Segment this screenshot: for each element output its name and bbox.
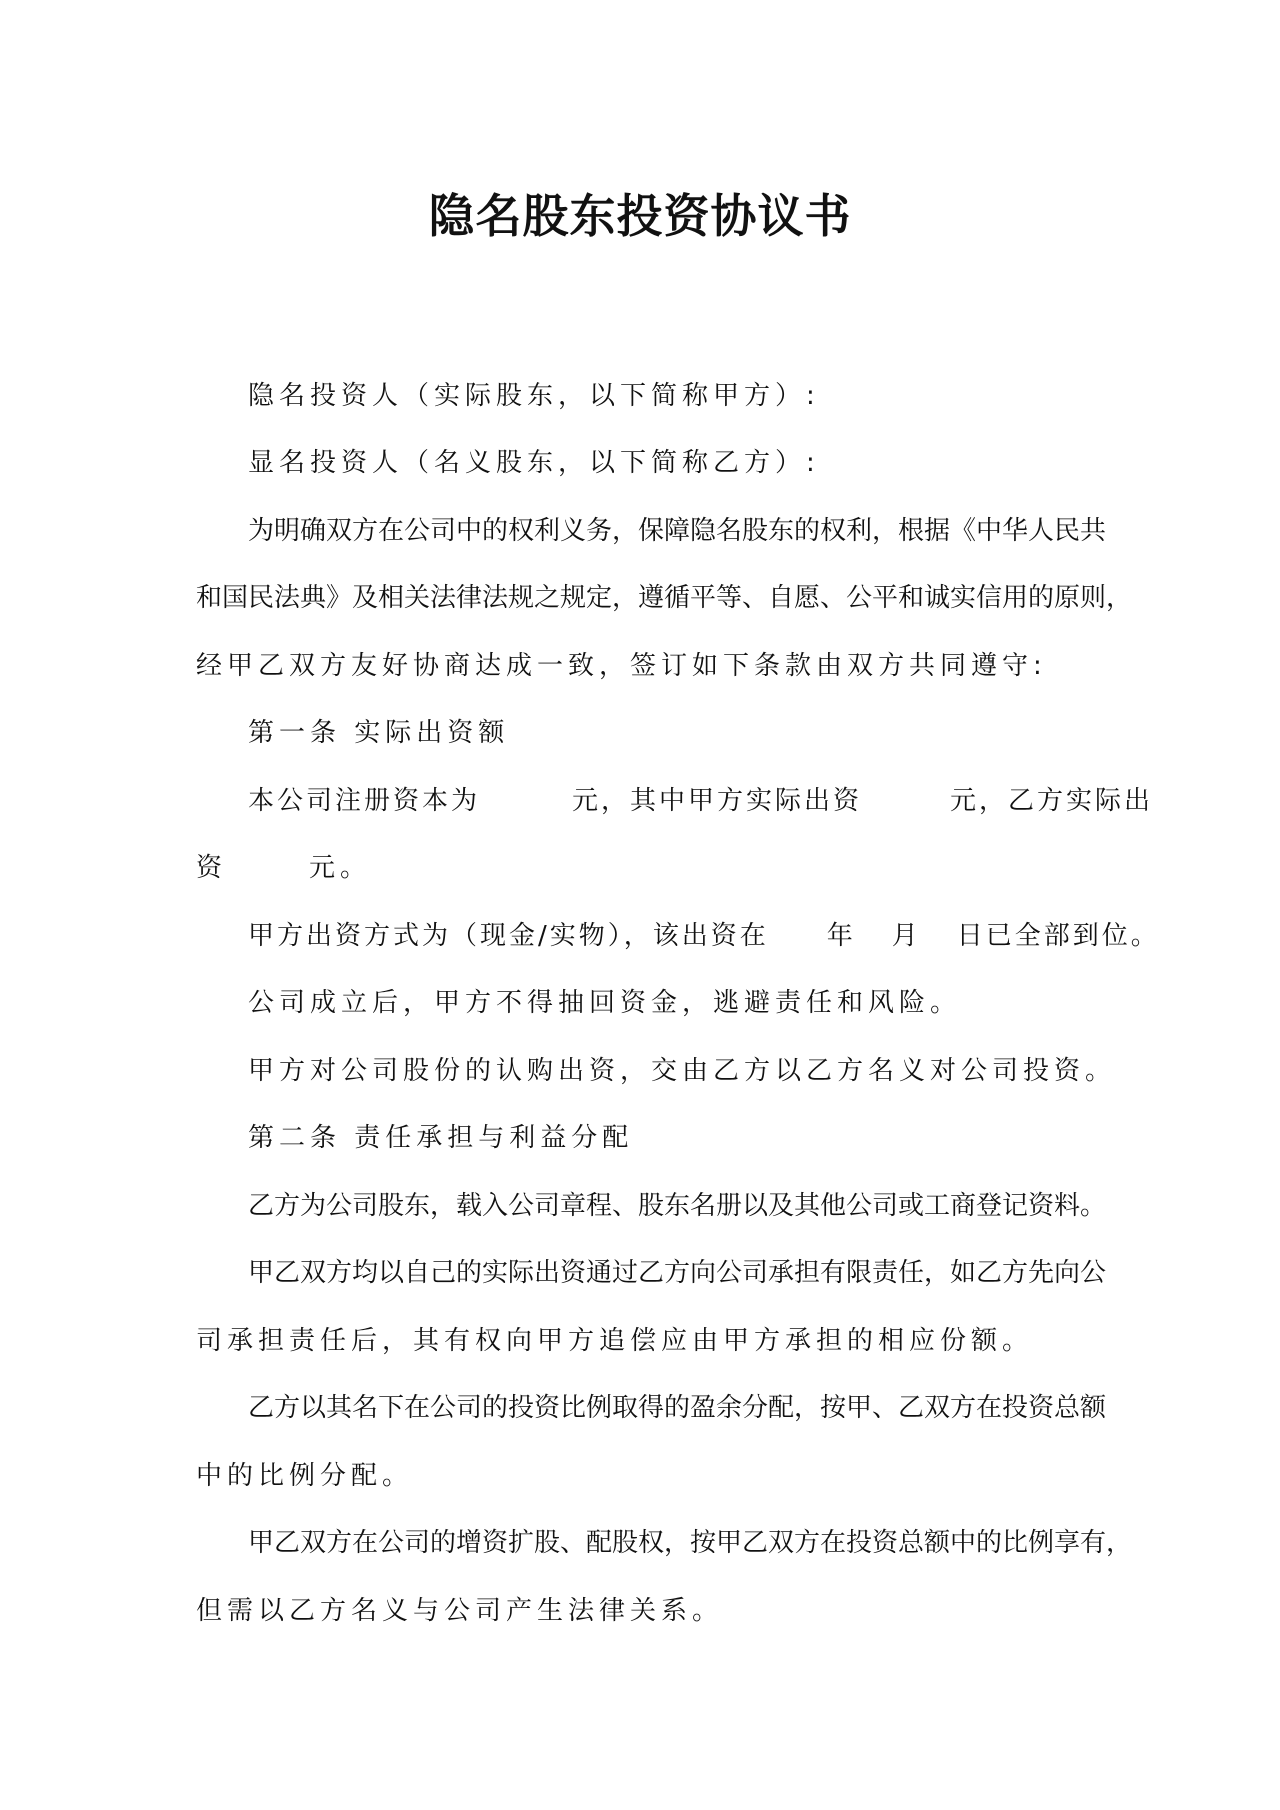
method-text-a: 甲方出资方式为（现金/实物），该出资在: [248, 921, 769, 951]
clause-line: 乙方以其名下在公司的投资比例取得的盈余分配，按甲、乙双方在投资总额: [248, 1393, 1107, 1423]
preamble-line-2: 和国民法典》及相关法律法规之规定，遵循平等、自愿、公平和诚实信用的原则，: [196, 583, 1133, 613]
clause-line: 中的比例分配。: [196, 1461, 414, 1491]
preamble-line-1: 为明确双方在公司中的权利义务，保障隐名股东的权利，根据《中华人民共: [248, 516, 1107, 546]
method-text-d: 日已全部到位。: [956, 921, 1160, 951]
preamble-line-3: 经甲乙双方友好协商达成一致，签订如下条款由双方共同遵守:: [196, 651, 1047, 681]
capital-text-c: 元，乙方实际出: [950, 786, 1154, 816]
method-year: 年: [826, 921, 856, 951]
article-1-heading: 第一条 实际出资额: [248, 718, 510, 748]
clause-line: 甲乙双方在公司的增资扩股、配股权，按甲乙双方在投资总额中的比例享有，: [248, 1528, 1133, 1558]
capital-text-e: 元。: [309, 853, 372, 883]
capital-text-a: 本公司注册资本为: [248, 786, 481, 816]
clause-line: 乙方为公司股东，载入公司章程、股东名册以及其他公司或工商登记资料。: [248, 1191, 1107, 1221]
clause-line: 甲乙双方均以自己的实际出资通过乙方向公司承担有限责任，如乙方先向公: [248, 1258, 1107, 1288]
party-b-line: 显名投资人（名义股东，以下简称乙方）:: [248, 448, 820, 478]
clause-line: 司承担责任后，其有权向甲方追偿应由甲方承担的相应份额。: [196, 1326, 1034, 1356]
document-title: 隐名股东投资协议书: [428, 189, 852, 243]
capital-line-2: [196, 851, 1096, 885]
capital-text-b: 元，其中甲方实际出资: [572, 786, 863, 816]
method-line: [248, 919, 1160, 953]
clause-line: 甲方对公司股份的认购出资，交由乙方以乙方名义对公司投资。: [248, 1056, 1117, 1086]
party-a-line: 隐名投资人（实际股东，以下简称甲方）:: [248, 381, 820, 411]
method-month: 月: [891, 921, 921, 951]
capital-text-d: 资: [196, 853, 228, 883]
clause-line: 公司成立后，甲方不得抽回资金，逃避责任和风险。: [248, 988, 962, 1018]
clause-line: 但需以乙方名义与公司产生法律关系。: [196, 1596, 724, 1626]
article-2-heading: 第二条 责任承担与利益分配: [248, 1123, 634, 1153]
capital-line-1: [248, 784, 1154, 818]
